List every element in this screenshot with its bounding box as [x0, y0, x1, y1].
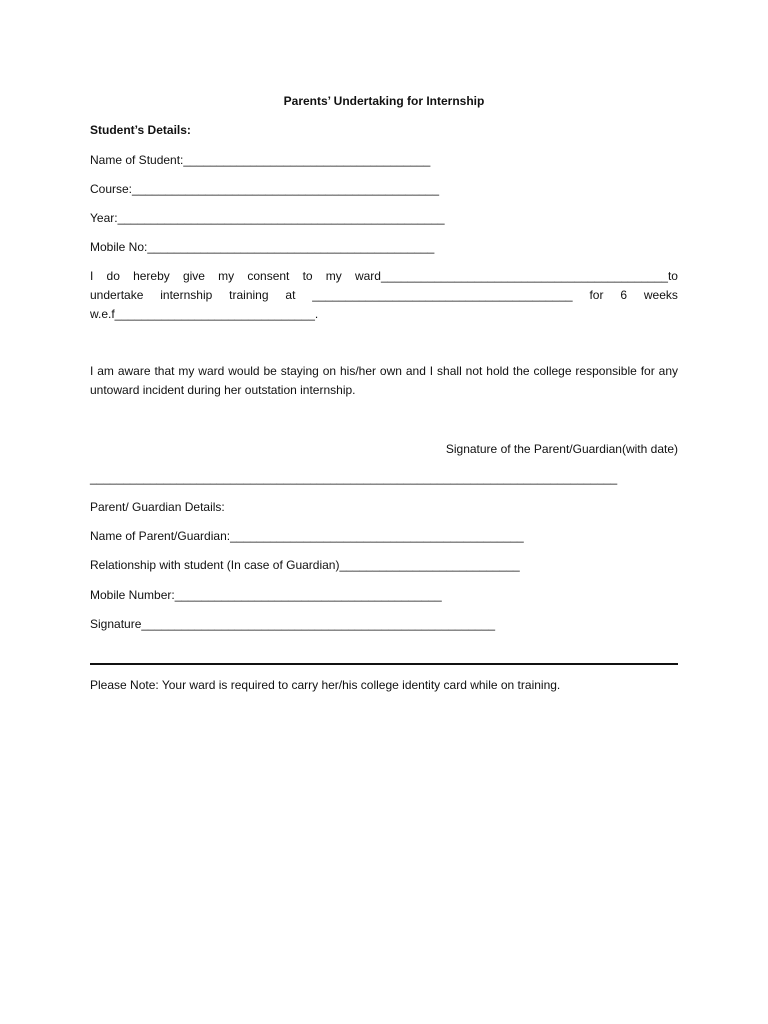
consent-word: give: [182, 269, 205, 283]
consent-word: my: [218, 269, 235, 283]
student-details-heading: Student’s Details:: [90, 123, 191, 137]
mobile-number-field: Mobile Number:________________________________________: [90, 588, 442, 602]
consent-word: 6: [620, 288, 628, 302]
consent-word: do: [106, 269, 120, 283]
consent-word: consent: [247, 269, 290, 283]
consent-word: weeks: [643, 288, 678, 302]
consent-word: _______________________________________: [312, 288, 573, 302]
consent-word: my: [325, 269, 342, 283]
name-of-parent-field: Name of Parent/Guardian:____________________________________________: [90, 529, 524, 543]
consent-word: to: [302, 269, 313, 283]
awareness-paragraph: I am aware that my ward would be staying on his/her own and I shall not hold the college responsible for any untoward incident during her outstation internship.: [90, 364, 678, 397]
consent-word: I: [90, 269, 94, 283]
signature-caption: Signature of the Parent/Guardian(with date): [445, 442, 678, 456]
consent-word: for: [589, 288, 604, 302]
consent-word: training: [229, 288, 269, 302]
horizontal-rule: [90, 663, 678, 665]
guardian-details-heading: Parent/ Guardian Details:: [90, 500, 225, 514]
parent-signature-line: _______________________________________________________________________________: [90, 471, 618, 485]
consent-line-2: [90, 288, 678, 303]
document-title: Parents’ Undertaking for Internship: [283, 94, 485, 108]
consent-word: at: [285, 288, 296, 302]
consent-word: hereby: [133, 269, 170, 283]
consent-word: ward___________________________________________to: [354, 269, 678, 283]
year-field: Year:_________________________________________________: [90, 211, 445, 225]
consent-line-3: w.e.f______________________________.: [90, 307, 319, 321]
signature-field: Signature_____________________________________________________: [90, 617, 496, 631]
consent-word: internship: [160, 288, 213, 302]
consent-line-1: [90, 269, 678, 284]
mobile-no-field: Mobile No:___________________________________________: [90, 240, 435, 254]
name-of-student-field: Name of Student:_____________________________________: [90, 153, 431, 167]
please-note: Please Note: Your ward is required to carry her/his college identity card while on training.: [90, 678, 561, 692]
consent-word: undertake: [90, 288, 144, 302]
course-field: Course:______________________________________________: [90, 182, 440, 196]
relationship-field: Relationship with student (In case of Guardian)___________________________: [90, 558, 520, 572]
